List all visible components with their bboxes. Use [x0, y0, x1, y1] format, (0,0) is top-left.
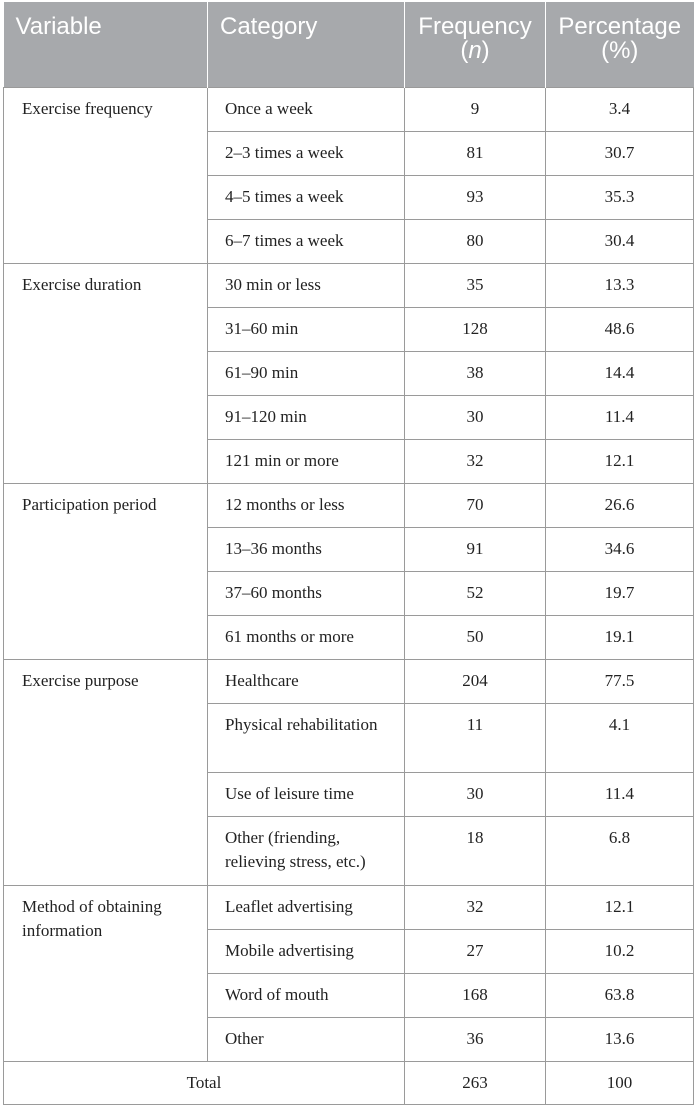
percentage-cell: 12.1 [546, 886, 694, 930]
percentage-cell: 48.6 [546, 308, 694, 352]
header-row [4, 2, 694, 88]
category-cell: 12 months or less [208, 484, 405, 528]
total-percentage: 100 [546, 1062, 694, 1105]
category-cell: 31–60 min [208, 308, 405, 352]
category-cell: 121 min or more [208, 440, 405, 484]
variable-cell: Method of obtaining information [4, 886, 208, 1062]
frequency-cell: 93 [405, 176, 546, 220]
variable-cell: Exercise frequency [4, 88, 208, 264]
category-cell: 91–120 min [208, 396, 405, 440]
frequency-cell: 27 [405, 930, 546, 974]
percentage-cell: 19.7 [546, 572, 694, 616]
category-cell: 13–36 months [208, 528, 405, 572]
percentage-cell: 35.3 [546, 176, 694, 220]
category-cell: 4–5 times a week [208, 176, 405, 220]
table-row [4, 484, 694, 528]
table-header [4, 2, 694, 88]
frequency-cell: 30 [405, 396, 546, 440]
header-frequency-label: Frequency [418, 13, 532, 40]
table-row [4, 88, 694, 132]
frequency-cell: 38 [405, 352, 546, 396]
frequency-cell: 80 [405, 220, 546, 264]
total-label: Total [4, 1062, 405, 1105]
data-table [3, 2, 694, 1105]
frequency-cell: 70 [405, 484, 546, 528]
frequency-cell: 91 [405, 528, 546, 572]
variable-cell: Exercise duration [4, 264, 208, 484]
variable-cell: Participation period [4, 484, 208, 660]
table-row [4, 660, 694, 704]
percentage-cell: 11.4 [546, 773, 694, 817]
percentage-cell: 30.4 [546, 220, 694, 264]
table-body [4, 88, 694, 1105]
header-frequency [405, 2, 546, 88]
category-cell: Leaflet advertising [208, 886, 405, 930]
frequency-cell: 11 [405, 704, 546, 773]
header-variable: Variable [4, 2, 208, 88]
frequency-cell: 52 [405, 572, 546, 616]
frequency-cell: 9 [405, 88, 546, 132]
frequency-cell: 204 [405, 660, 546, 704]
frequency-cell: 168 [405, 974, 546, 1018]
category-cell: Use of leisure time [208, 773, 405, 817]
frequency-cell: 81 [405, 132, 546, 176]
frequency-cell: 30 [405, 773, 546, 817]
category-cell: 30 min or less [208, 264, 405, 308]
category-cell: Word of mouth [208, 974, 405, 1018]
percentage-cell: 13.6 [546, 1018, 694, 1062]
percentage-cell: 13.3 [546, 264, 694, 308]
total-frequency: 263 [405, 1062, 546, 1105]
percentage-cell: 14.4 [546, 352, 694, 396]
frequency-cell: 36 [405, 1018, 546, 1062]
percentage-cell: 6.8 [546, 817, 694, 886]
frequency-cell: 128 [405, 308, 546, 352]
header-percentage [546, 2, 694, 88]
header-frequency-n: n [468, 37, 482, 64]
percentage-cell: 11.4 [546, 396, 694, 440]
category-cell: Mobile advertising [208, 930, 405, 974]
total-row [4, 1062, 694, 1105]
category-cell: Once a week [208, 88, 405, 132]
percentage-cell: 3.4 [546, 88, 694, 132]
percentage-cell: 19.1 [546, 616, 694, 660]
percentage-cell: 77.5 [546, 660, 694, 704]
category-cell: 2–3 times a week [208, 132, 405, 176]
category-cell: Other [208, 1018, 405, 1062]
category-cell: 61 months or more [208, 616, 405, 660]
frequency-cell: 35 [405, 264, 546, 308]
frequency-cell: 50 [405, 616, 546, 660]
frequency-cell: 32 [405, 440, 546, 484]
variable-cell: Exercise purpose [4, 660, 208, 886]
category-cell: 6–7 times a week [208, 220, 405, 264]
category-cell: Physical rehabilitation [208, 704, 405, 773]
percentage-cell: 4.1 [546, 704, 694, 773]
percentage-cell: 10.2 [546, 930, 694, 974]
percentage-cell: 30.7 [546, 132, 694, 176]
category-cell: 61–90 min [208, 352, 405, 396]
header-category: Category [208, 2, 405, 88]
percentage-cell: 12.1 [546, 440, 694, 484]
header-frequency-unit: (n) [460, 37, 490, 64]
category-cell: Other (friending, relieving stress, etc.) [208, 817, 405, 886]
percentage-cell: 63.8 [546, 974, 694, 1018]
category-cell: 37–60 months [208, 572, 405, 616]
header-percentage-unit: (%) [601, 37, 639, 64]
frequency-cell: 32 [405, 886, 546, 930]
category-cell: Healthcare [208, 660, 405, 704]
frequency-cell: 18 [405, 817, 546, 886]
table-row [4, 886, 694, 930]
percentage-cell: 34.6 [546, 528, 694, 572]
table-row [4, 264, 694, 308]
percentage-cell: 26.6 [546, 484, 694, 528]
header-percentage-label: Percentage [558, 13, 682, 40]
